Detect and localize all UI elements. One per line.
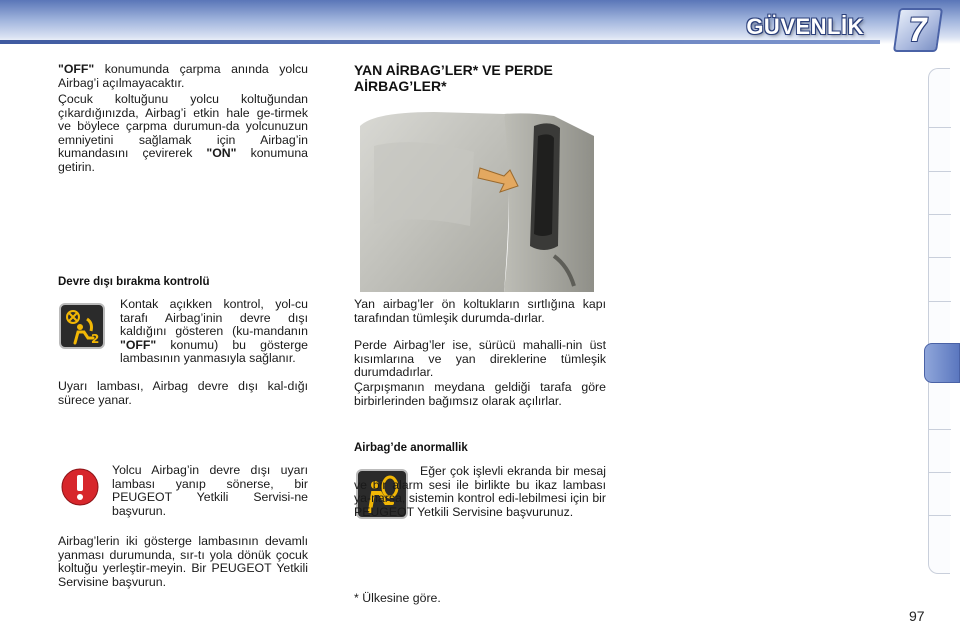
tab-divider bbox=[929, 429, 951, 430]
deactivation-control-paragraph bbox=[120, 298, 308, 366]
side-airbags-heading: YAN AİRBAG’LER* VE PERDE AİRBAG’LER* bbox=[354, 62, 553, 94]
header-stripe bbox=[0, 40, 880, 44]
page-header bbox=[0, 0, 960, 52]
svg-text:2: 2 bbox=[91, 332, 100, 346]
airbag-fault-heading: Airbag’de anormallik bbox=[354, 442, 468, 454]
control-text-1: Kontak açıkken kontrol, yol-cu tarafı Airbag’inin devre dışı kaldığını gösteren (ku-mandanın bbox=[120, 297, 308, 339]
tab-divider bbox=[929, 127, 951, 128]
both-lamps-paragraph: Airbag’lerin iki gösterge lambasının devamlı yanması durumunda, sır-tı yola dönük çocuk koltuğu yerleştir-meyin. Bir PEUGEOT Yetkili Servisine başvurun. bbox=[58, 534, 308, 589]
off-paragraph bbox=[58, 63, 308, 90]
tab-divider bbox=[929, 515, 951, 516]
tab-divider bbox=[929, 171, 951, 172]
tab-divider bbox=[929, 472, 951, 473]
chapter-number-badge: 7 bbox=[893, 8, 943, 52]
off-text: konumunda çarpma anında yolcu Airbag’i açılmayacaktır. bbox=[58, 62, 308, 90]
child-seat-text-1: Çocuk koltuğunu yolcu koltuğundan çıkardığınızda, Airbag’i etkin hale ge-tirmek ve böylece çarpma durumun-da yolcunuzun emniyetini sağlamak için Airbag’in kumandasını çevirerek bbox=[58, 92, 308, 161]
curtain-airbag-paragraph: Perde Airbag’ler ise, sürücü mahalli-nin üst kısımlarına ve yan direklerine tümleşik durumdadırlar. bbox=[354, 338, 606, 380]
exclamation-alert-icon bbox=[60, 467, 100, 507]
chapter-tab-index bbox=[928, 68, 950, 574]
deactivation-control-heading: Devre dışı bırakma kontrolü bbox=[58, 276, 210, 288]
chapter-title: GÜVENLİK bbox=[746, 14, 864, 39]
independent-deploy-paragraph: Çarpışmanın meydana geldiği tarafa göre birbirlerinden bağımsız olarak açılırlar. bbox=[354, 380, 606, 408]
off-keyword-2: "OFF" bbox=[120, 337, 157, 352]
tab-divider bbox=[929, 257, 951, 258]
tab-divider bbox=[929, 214, 951, 215]
active-chapter-tab bbox=[924, 343, 960, 383]
footnote: * Ülkesine göre. bbox=[354, 591, 441, 605]
tab-divider bbox=[929, 301, 951, 302]
child-seat-paragraph bbox=[58, 93, 308, 175]
on-keyword: "ON" bbox=[206, 146, 237, 161]
side-airbag-seat-photo bbox=[354, 106, 604, 292]
airbag-fault-paragraph: Eğer çok işlevli ekranda bir mesaj ve bir alarm sesi ile birlikte bu ikaz lambası ya-narsa, sistemin kontrol edi-lebilmesi için bir PEUGEOT Yetkili Servisine başvurunuz. bbox=[354, 464, 606, 519]
child-seat-text-2: konumuna getirin. bbox=[58, 146, 308, 174]
control-text-2: konumu) bu gösterge lambasının yanmasıyla sağlanır. bbox=[120, 337, 308, 366]
airbag-off-warning-icon bbox=[59, 303, 105, 349]
warning-lamp-paragraph: Uyarı lambası, Airbag devre dışı kal-dığı sürece yanar. bbox=[58, 379, 308, 407]
off-keyword: "OFF" bbox=[58, 62, 95, 76]
page-number: 97 bbox=[909, 608, 925, 624]
side-airbag-paragraph: Yan airbag’ler ön koltukların sırtlığına kapı tarafından tümleşik durumda-dırlar. bbox=[354, 297, 606, 325]
flashing-lamp-paragraph: Yolcu Airbag’in devre dışı uyarı lambası yanıp sönerse, bir PEUGEOT Yetkili Servisi-ne başvurun. bbox=[112, 463, 308, 518]
